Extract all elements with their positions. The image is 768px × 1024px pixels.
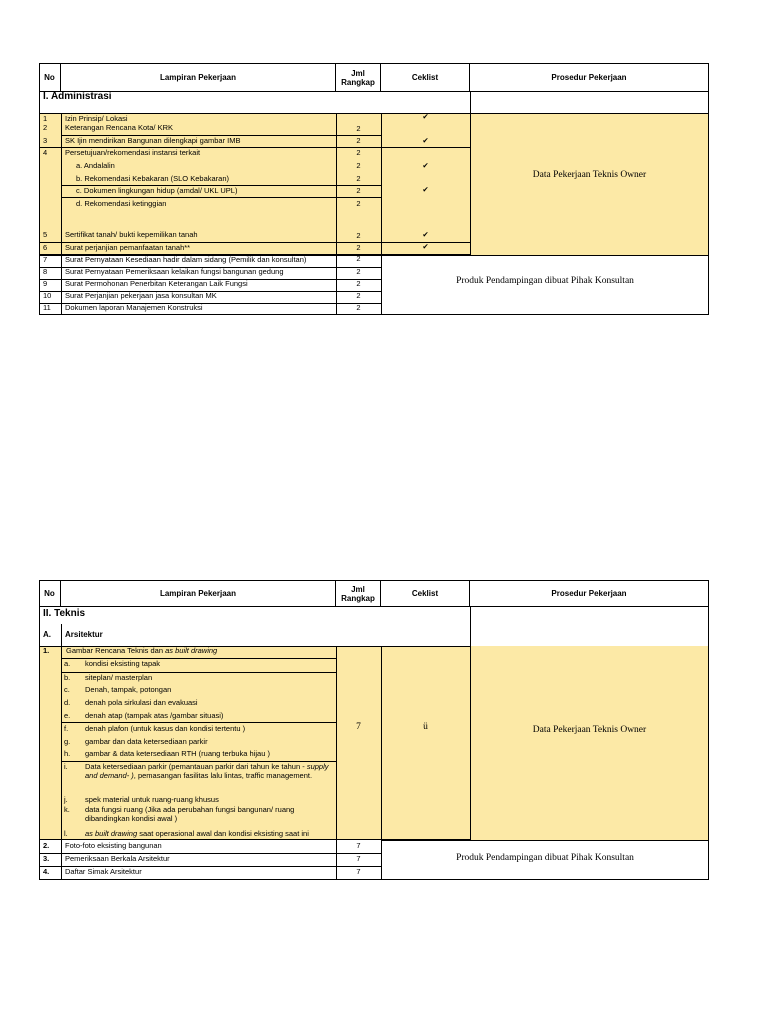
header-ceklist: Ceklist — [381, 63, 470, 92]
section-title: II. Teknis — [43, 608, 86, 619]
row-jml: 2 — [356, 291, 361, 300]
row-text: Daftar Simak Arsitektur — [65, 867, 142, 876]
header-prosedur: Prosedur Pekerjaan — [470, 63, 709, 92]
subitem-text: gambar & data ketersediaan RTH (ruang terbuka hijau ) — [85, 749, 270, 758]
row-jml: 2 — [356, 267, 361, 276]
group-check: ü — [423, 722, 428, 732]
row-text: Surat Pernyataan Kesediaan hadir dalam sidang (Pemilik dan konsultan) — [65, 255, 307, 264]
subitem-text: data fungsi ruang (Jika ada perubahan fungsi bangunan/ ruang dibandingkan kondisi awal ) — [85, 805, 295, 823]
row-text: Surat perjanjian pemanfaatan tanah** — [65, 243, 191, 252]
subitem-text: Denah, tampak, potongan — [85, 685, 172, 694]
header-no: No — [39, 63, 61, 92]
subitem-text: siteplan/ masterplan — [85, 673, 153, 682]
row-no: 8 — [43, 267, 48, 276]
row-jml: 2 — [356, 279, 361, 288]
row-jml: 2 — [356, 161, 361, 170]
row-text: Sertifikat tanah/ bukti kepemilikan tanah — [65, 230, 198, 239]
header-ceklist: Ceklist — [381, 580, 470, 607]
row-text: Persetujuan/rekomendasi instansi terkait — [65, 148, 201, 157]
check-mark: ✔ — [422, 185, 429, 194]
section-title: I. Administrasi — [43, 91, 112, 102]
item-text: Gambar Rencana Teknis dan as built drawing — [66, 646, 218, 655]
row-jml: 2 — [356, 186, 361, 195]
check-mark: ✔ — [422, 112, 429, 121]
subitem-text: denah atap (tampak atas /gambar situasi) — [85, 711, 224, 720]
check-mark: ✔ — [422, 136, 429, 145]
row-no: 7 — [43, 255, 48, 264]
row-jml: 2 — [356, 148, 361, 157]
subitem-text: spek material untuk ruang-ruang khusus — [85, 795, 219, 804]
subitem-text: kondisi eksisting tapak — [85, 659, 161, 668]
subitem-text: denah pola sirkulasi dan evakuasi — [85, 698, 198, 707]
subitem-text: denah plafon (untuk kasus dan kondisi tertentu ) — [85, 724, 246, 733]
row-no: 10 — [43, 291, 52, 300]
row-jml: 2 — [356, 174, 361, 183]
header-lampiran: Lampiran Pekerjaan — [61, 63, 336, 92]
owner-cell — [470, 114, 709, 255]
owner-text: Data Pekerjaan Teknis Owner — [532, 170, 647, 180]
row-text: c. Dokumen lingkungan hidup (amdal/ UKL UPL) — [76, 186, 238, 195]
row-text: Keterangan Rencana Kota/ KRK — [65, 123, 173, 132]
row-text: Izin Prinsip/ Lokasi — [65, 114, 128, 123]
header-jml-rangkap: Jml Rangkap — [336, 580, 381, 607]
row-no: 4. — [43, 867, 50, 876]
row-text: Surat Perjanjian pekerjaan jasa konsultan MK — [65, 291, 217, 300]
row-text: Dokumen laporan Manajemen Konstruksi — [65, 303, 203, 312]
row-no: 3 — [43, 136, 48, 145]
row-no: 2 — [43, 123, 48, 132]
row-text: Surat Pernyataan Pemeriksaan kelaikan fungsi bangunan gedung — [65, 267, 284, 276]
consultant-text: Produk Pendampingan dibuat Pihak Konsultan — [456, 276, 634, 286]
row-jml: 2 — [356, 303, 361, 312]
row-jml: 7 — [356, 867, 361, 876]
header-no: No — [39, 580, 61, 607]
row-jml: 2 — [356, 199, 361, 208]
row-text: d. Rekomendasi ketinggian — [76, 199, 167, 208]
row-jml: 2 — [356, 136, 361, 145]
row-text: Pemeriksaan Berkala Arsitektur — [65, 854, 170, 863]
row-no: 11 — [43, 303, 51, 312]
subitem-text: Data ketersediaan parkir (pemantauan parkir dari tahun ke tahun - supply and demand- ), pemasangan fasilitas lalu lintas, traffic management. — [85, 762, 329, 780]
row-text: Foto-foto eksisting bangunan — [65, 841, 162, 850]
row-text: a. Andalalin — [76, 161, 115, 170]
subsection-title: Arsitektur — [65, 630, 103, 639]
row-text: b. Rekomendasi Kebakaran (SLO Kebakaran) — [76, 174, 230, 183]
group-jml-cell — [336, 646, 381, 840]
header-jml-rangkap: Jml Rangkap — [336, 63, 381, 92]
group-jml: 7 — [356, 722, 361, 732]
header-prosedur: Prosedur Pekerjaan — [470, 580, 709, 607]
row-jml: 2 — [356, 124, 361, 133]
row-no: 2. — [43, 841, 50, 850]
row-no: 6 — [43, 243, 48, 252]
owner-text: Data Pekerjaan Teknis Owner — [532, 725, 647, 735]
row-jml: 2 — [356, 243, 361, 252]
row-text: Surat Permohonan Penerbitan Keterangan Laik Fungsi — [65, 279, 248, 288]
row-no: 1 — [43, 114, 48, 123]
row-no: 4 — [43, 148, 48, 157]
check-mark: ✔ — [422, 230, 429, 239]
subitem-text: as built drawing saat operasional awal dan kondisi eksisting saat ini — [85, 829, 309, 838]
row-jml: 7 — [356, 841, 361, 850]
subitem-text: gambar dan data ketersediaan parkir — [85, 737, 208, 746]
check-mark: ✔ — [422, 161, 429, 170]
row-no: 9 — [43, 279, 48, 288]
row-no: 3. — [43, 854, 50, 863]
subsection-no: A. — [43, 630, 51, 639]
consultant-text: Produk Pendampingan dibuat Pihak Konsultan — [456, 853, 634, 863]
row-jml: 7 — [356, 854, 361, 863]
row-jml: 2 — [356, 231, 361, 240]
row-no: 5 — [43, 230, 48, 239]
owner-cell — [470, 646, 709, 840]
group-check-cell — [381, 646, 470, 840]
check-mark: ✔ — [422, 242, 429, 251]
row-text: SK Ijin mendirikan Bangunan dilengkapi gambar IMB — [65, 136, 241, 145]
item-no: 1. — [43, 646, 50, 655]
header-lampiran: Lampiran Pekerjaan — [61, 580, 336, 607]
row-jml: 2 — [356, 254, 361, 263]
